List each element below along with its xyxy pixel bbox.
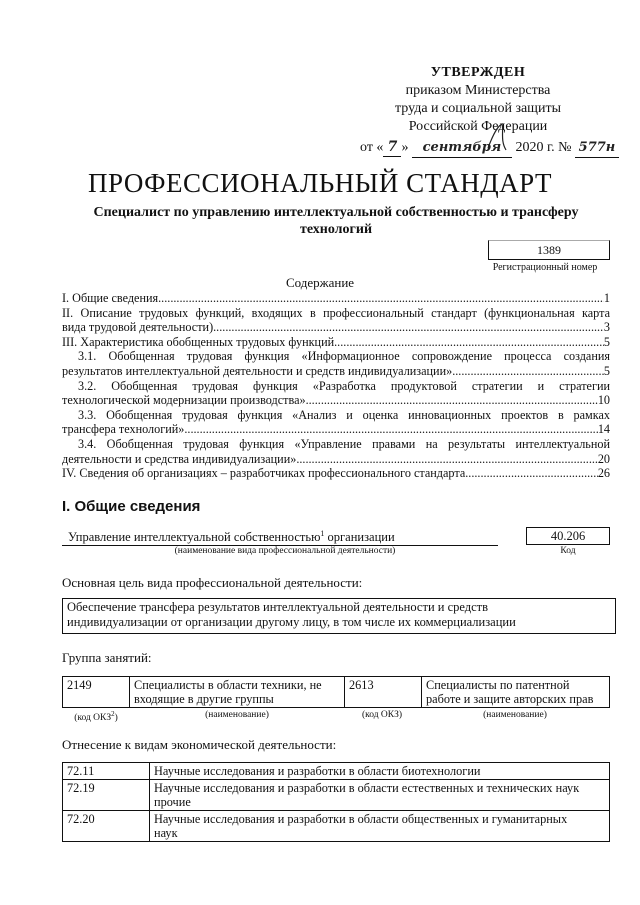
group-name2-sublabel: (наименование): [483, 710, 547, 720]
activity-code-box: 40.206: [526, 527, 610, 545]
code-label: Код: [560, 546, 576, 556]
footnote-mark: 1: [320, 529, 325, 538]
econ-name: Научные исследования и разработки в области биотехнологии: [150, 763, 610, 780]
toc-entry[interactable]: IV. Сведения об организациях – разработчиках профессионального стандарта ..... 26: [62, 466, 610, 481]
group-name-2: Специалисты по патентной работе и защите авторских прав: [422, 677, 610, 708]
toc-entry[interactable]: деятельности и средства индивидуализации» ..... 20: [62, 452, 610, 467]
goal-label: Основная цель вида профессиональной деятельности:: [62, 575, 363, 590]
group-name-1: Специалисты в области техники, не входящие в другие группы: [130, 677, 345, 708]
table-row: [63, 677, 610, 708]
approval-line-3: труда и социальной защиты: [395, 101, 561, 116]
approval-title: УТВЕРЖДЕН: [430, 65, 526, 80]
registration-number-box: 1389: [488, 240, 610, 260]
toc-entry[interactable]: I. Общие сведения ..... 1: [62, 291, 610, 306]
group-code-1: 2149: [63, 677, 130, 708]
toc-entry[interactable]: III. Характеристика обобщенных трудовых функций ..... 5: [62, 335, 610, 350]
activity-sublabel: (наименование вида профессиональной деятельности): [174, 546, 396, 556]
approval-block: [360, 64, 616, 158]
toc-entry[interactable]: технологической модернизации производства» ..... 10: [62, 393, 610, 408]
toc-entry[interactable]: вида трудовой деятельности) ..... 3: [62, 320, 610, 335]
approval-line-4: Российской Федерации: [408, 119, 548, 134]
econ-label: Отнесение к видам экономической деятельности:: [62, 737, 337, 752]
group-label: Группа занятий:: [62, 650, 152, 665]
econ-code: 72.19: [63, 780, 150, 811]
group-code-2: 2613: [345, 677, 422, 708]
toc-entry[interactable]: результатов интеллектуальной деятельности и средств индивидуализации» ..... 5: [62, 364, 610, 379]
toc-entry[interactable]: 3.3. Обобщенная трудовая функция «Анализ и оценка инновационных проектов в рамках: [78, 407, 610, 422]
toc-entry[interactable]: II. Описание трудовых функций, входящих в профессиональный стандарт (функциональная карта: [62, 305, 610, 320]
group-name-sublabel: (наименование): [205, 710, 269, 720]
contents-heading: Содержание: [285, 275, 355, 290]
table-of-contents: [62, 291, 610, 481]
goal-box: Обеспечение трансфера результатов интеллектуальной деятельности и средств индивидуализации от организации другому лицу, в том числе их коммерциализации: [62, 598, 616, 634]
table-row: [63, 780, 610, 811]
document-title: ПРОФЕССИОНАЛЬНЫЙ СТАНДАРТ: [87, 168, 553, 198]
econ-name: Научные исследования и разработки в области естественных и технических наук прочие: [150, 780, 610, 811]
date-year: 2020 г. №: [515, 140, 572, 155]
table-row: [63, 811, 610, 842]
section-heading: I. Общие сведения: [62, 498, 201, 515]
econ-code: 72.20: [63, 811, 150, 842]
approval-line-2: приказом Министерства: [405, 83, 551, 98]
handwritten-day: 7: [383, 138, 401, 157]
toc-entry[interactable]: 3.4. Обобщенная трудовая функция «Управление правами на результаты интеллектуальной: [78, 436, 610, 451]
toc-entry[interactable]: трансфера технологий» ..... 14: [62, 422, 610, 437]
table-row: [63, 763, 610, 780]
toc-entry[interactable]: 3.1. Обобщенная трудовая функция «Информационное сопровождение процесса создания: [78, 349, 610, 364]
toc-entry[interactable]: 3.2. Обобщенная трудовая функция «Разработка продуктовой стратегии и стратегии: [78, 378, 610, 393]
econ-activity-table: [62, 762, 610, 842]
approval-date-line: [360, 138, 616, 158]
document-subtitle: Специалист по управлению интеллектуальной собственностью и трансферу технологий: [93, 205, 579, 237]
signature-flourish-icon: [484, 122, 514, 152]
registration-number-label: Регистрационный номер: [492, 262, 598, 273]
econ-code: 72.11: [63, 763, 150, 780]
handwritten-month: сентября: [412, 139, 512, 158]
group-code2-sublabel: (код ОКЗ): [361, 710, 403, 720]
occupation-group-table: [62, 676, 610, 708]
activity-name-field: Управление интеллектуальной собственностью$^1$ организации: [62, 529, 498, 546]
group-code-sublabel: (код ОКЗ$^2$): [74, 710, 118, 724]
handwritten-number: 577н: [575, 139, 619, 158]
date-prefix: от «: [360, 140, 384, 155]
econ-name: Научные исследования и разработки в области общественных и гуманитарных наук: [150, 811, 610, 842]
date-mid: »: [401, 140, 409, 155]
